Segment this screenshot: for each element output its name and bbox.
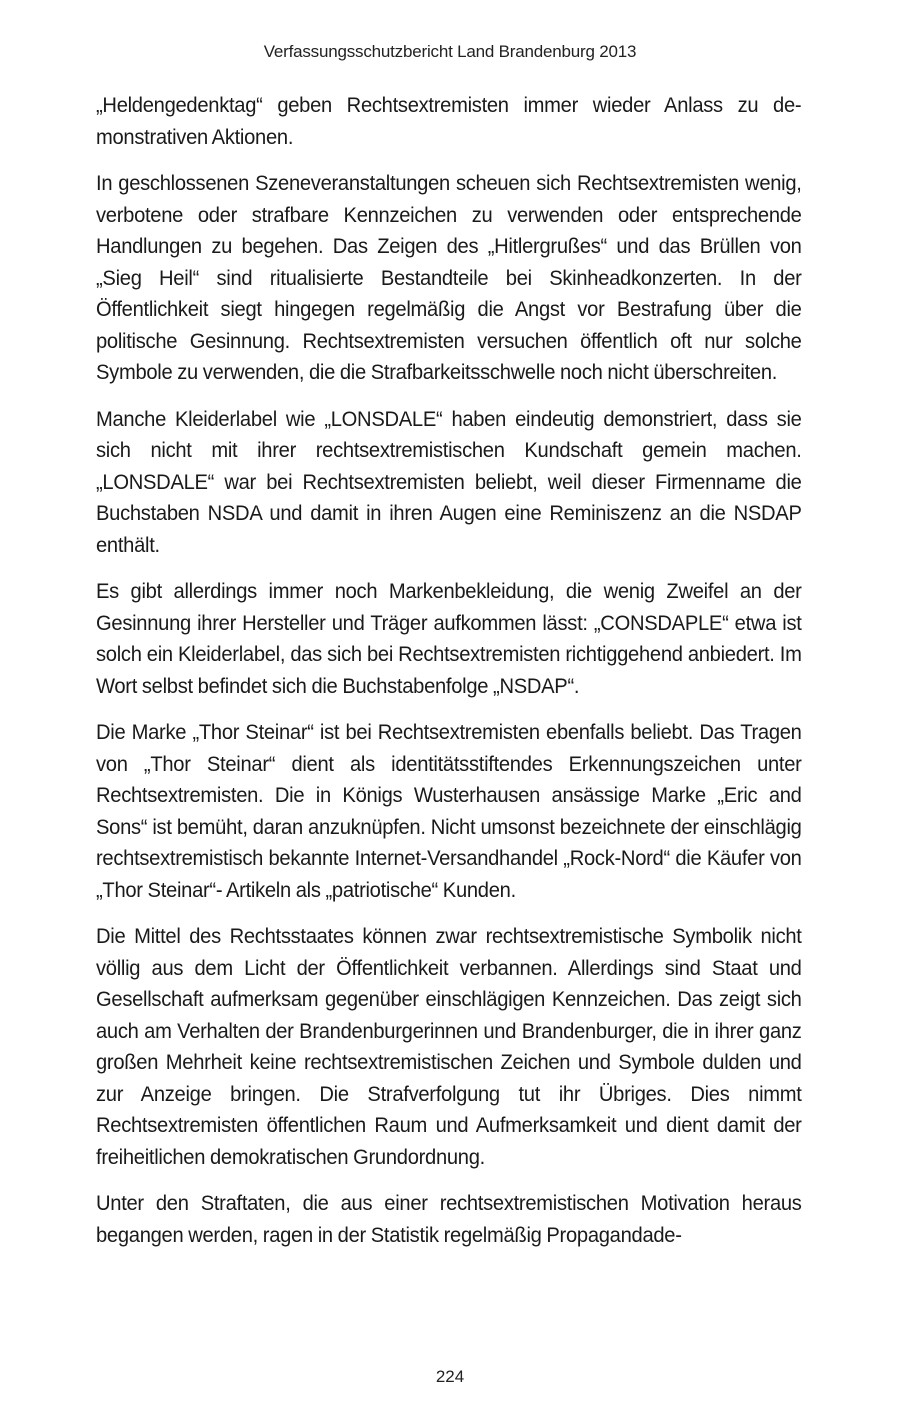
- paragraph-straftaten: Unter den Straftaten, die aus einer rechtsextremistischen Motivation heraus begangen werden, ragen in der Statistik regelmäßig Propagandade-: [96, 1192, 802, 1247]
- page-number: 224: [435, 1367, 465, 1386]
- paragraph-szeneveranstaltungen: In geschlossenen Szeneveranstaltungen scheuen sich Rechtsextremisten wenig, verbotene oder strafbare Kennzeichen zu verwenden oder entsprechende Handlungen zu begehen. Das Zeigen des „Hitlergrußes“ und das Brüllen von „Sieg Heil“ sind ritualisierte Bestandteile bei Skinheadkonzerten. In der Öffentlichkeit siegt hingegen regelmäßig die Angst vor Bestrafung über die politische Gesinnung. Rechtsextremisten versuchen öffentlich oft nur solche Symbole zu verwenden, die die Strafbarkeitsschwelle noch nicht überschreiten.: [96, 172, 802, 384]
- paragraph-lonsdale: Manche Kleiderlabel wie „LONSDALE“ haben eindeutig demonstriert, dass sie sich nicht mit ihrer rechtsextremistischen Kundschaft gemein machen. „LONSDALE“ war bei Rechtsextremisten beliebt, weil dieser Firmenname die Buchstaben NSDA und damit in ihren Augen eine Reminiszenz an die NSDAP enthält.: [96, 407, 802, 557]
- paragraph-heldengedenktag: „Heldengedenktag“ geben Rechtsextremisten immer wieder Anlass zu demonstrativen Aktionen.: [96, 94, 802, 149]
- paragraph-consdaple: Es gibt allerdings immer noch Markenbekleidung, die wenig Zweifel an der Gesinnung ihrer Hersteller und Träger aufkommen lässt: „CONSDAPLE“ etwa ist solch ein Kleiderlabel, das sich bei Rechtsextremisten richtiggehend anbiedert. Im Wort selbst befindet sich die Buchstabenfolge „NSDAP“.: [96, 580, 802, 698]
- body-text: [96, 90, 802, 1266]
- paragraph-thor-steinar: Die Marke „Thor Steinar“ ist bei Rechtsextremisten ebenfalls beliebt. Das Tragen von „Thor Steinar“ dient als identitätsstiftendes Erkennungszeichen unter Rechtsextremisten. Die in Königs Wusterhausen ansässige Marke „Eric and Sons“ ist bemüht, daran anzuknüpfen. Nicht umsonst bezeichnete der einschlägig rechtsextremistisch bekannte Internet-Versandhandel „Rock-Nord“ die Käufer von „Thor Steinar“- Artikeln als „patriotische“ Kunden.: [96, 721, 802, 902]
- running-header: Verfassungsschutzbericht Land Brandenburg 2013: [263, 42, 637, 61]
- paragraph-rechtsstaat: Die Mittel des Rechtsstaates können zwar rechtsextremistische Symbolik nicht völlig aus dem Licht der Öffentlichkeit verbannen. Allerdings sind Staat und Gesellschaft aufmerksam gegenüber einschlägigen Kennzeichen. Das zeigt sich auch am Verhalten der Brandenburgerinnen und Brandenburger, die in ihrer ganz großen Mehrheit keine rechtsextremistischen Zeichen und Symbole dulden und zur Anzeige bringen. Die Strafverfolgung tut ihr Übriges. Dies nimmt Rechtsextremisten öffentlichen Raum und Aufmerksamkeit und dient damit der freiheitlichen demokratischen Grundordnung.: [96, 925, 802, 1169]
